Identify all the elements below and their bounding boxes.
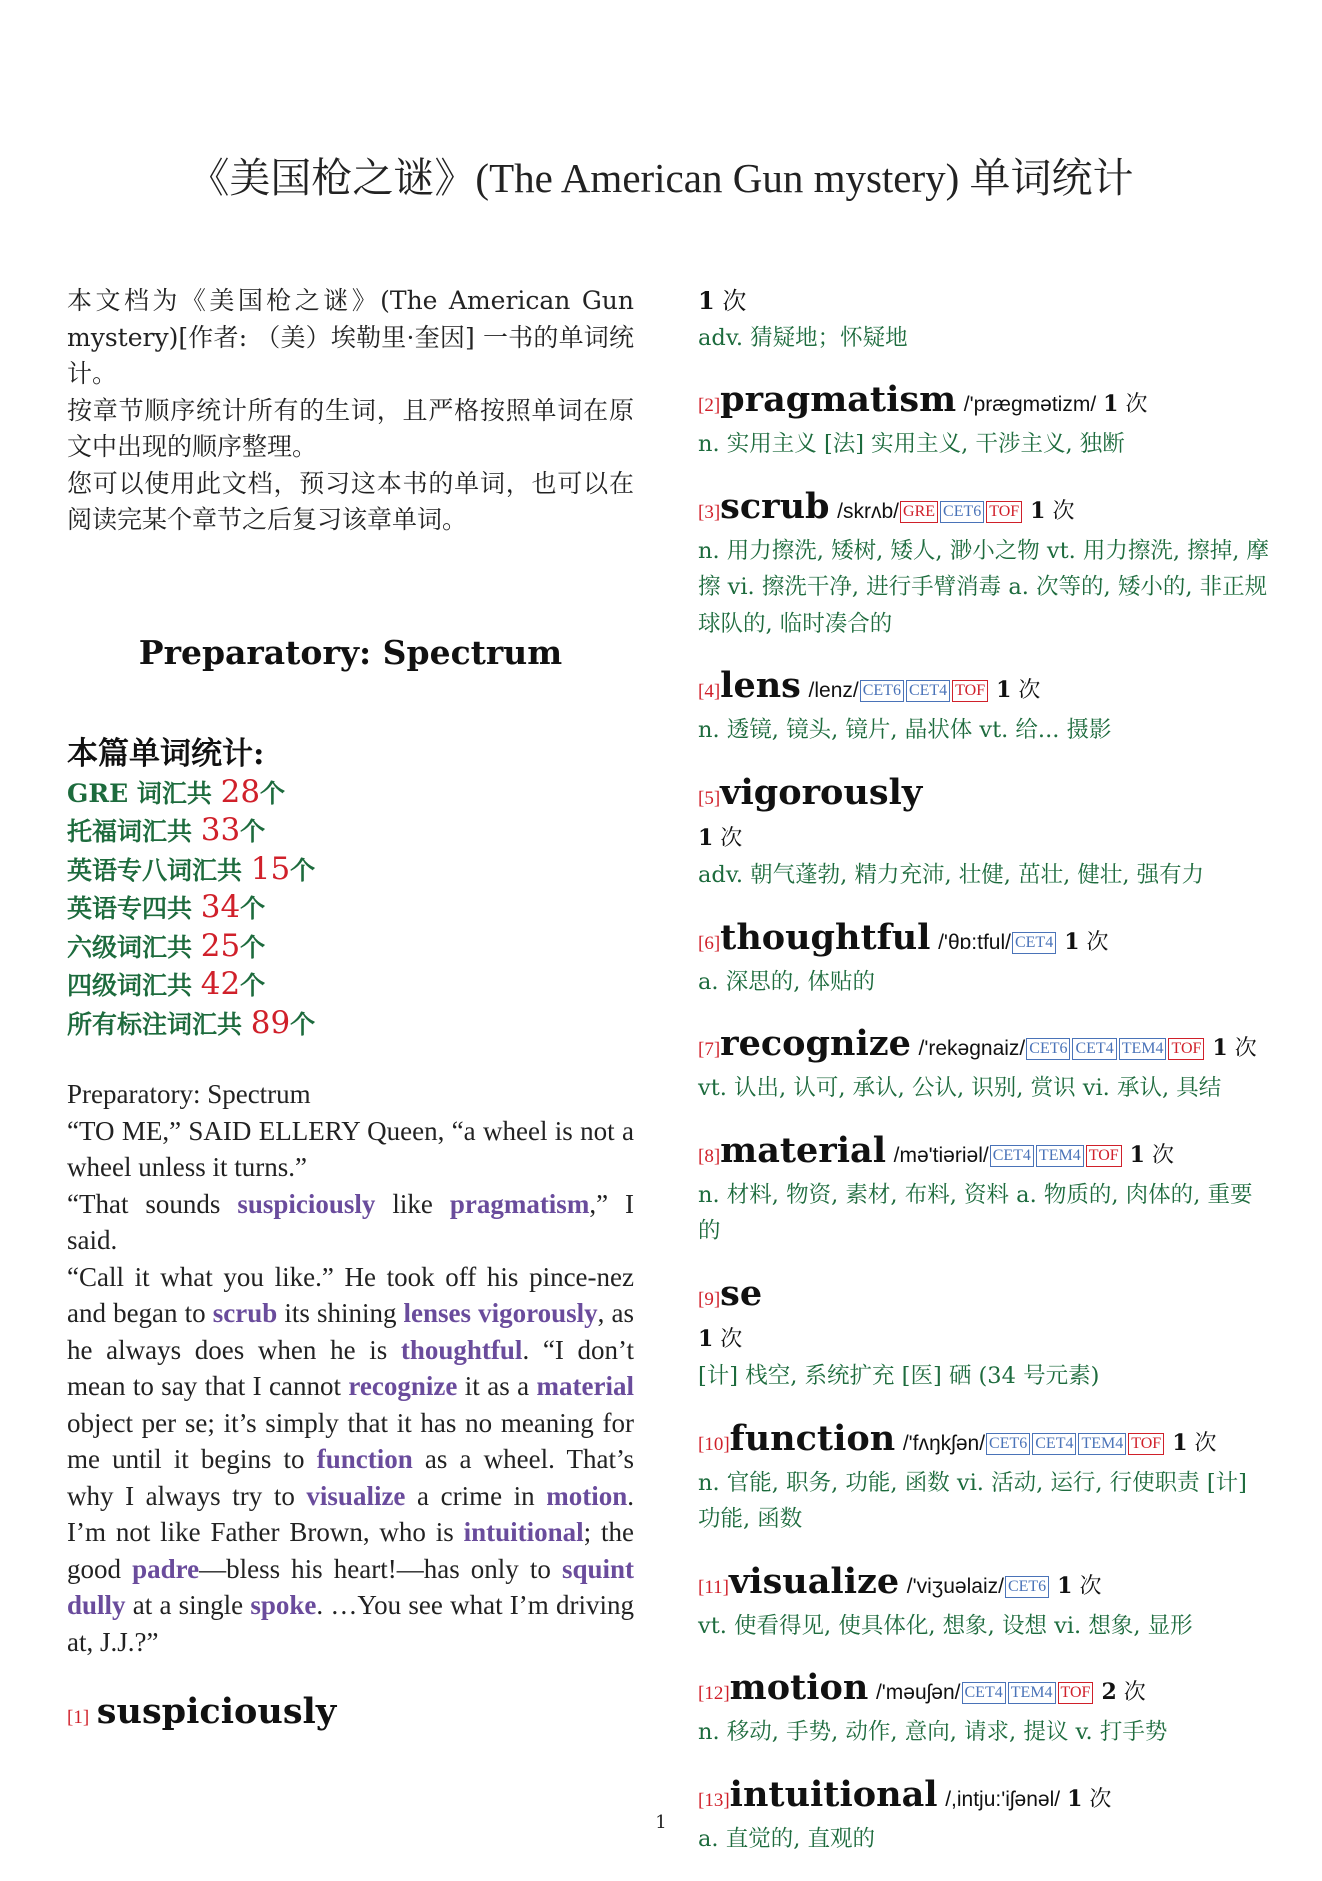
level-tag: TEM4 bbox=[1008, 1682, 1056, 1704]
keyword: vigorously bbox=[478, 1298, 598, 1328]
word-entry-head bbox=[698, 666, 1270, 712]
entry-count bbox=[1096, 392, 1147, 417]
entry-definition: n. 官能, 职务, 功能, 函数 vi. 活动, 运行, 行使职责 [计] 功能, 函数 bbox=[698, 1469, 1247, 1532]
count-unit: 次 bbox=[1227, 1036, 1257, 1061]
level-tag: TOF bbox=[1086, 1145, 1122, 1167]
entry-definition: vt. 使看得见, 使具体化, 想象, 设想 vi. 想象, 显形 bbox=[698, 1612, 1193, 1639]
level-tag: CET4 bbox=[1072, 1038, 1116, 1060]
word-entry-head bbox=[67, 1692, 634, 1738]
keyword: spoke bbox=[250, 1590, 317, 1620]
entry-index: [11] bbox=[698, 1576, 729, 1598]
count-number: 1 bbox=[1030, 497, 1046, 524]
entry-index: [2] bbox=[698, 395, 721, 416]
word-entry bbox=[698, 380, 1270, 463]
passage-paragraph: “Call it what you like.” He took off his pince-nez and began to scrub its shining lenses vigorously, as he always does when he is thoughtful. “I don’t mean to say that I cannot recognize it as a material object per se; it’s simply that it has no meaning for me until it begins to function as a wheel. That’s why I always try to visualize a crime in motion. I’m not like Father Brown, who is intuitional; the good padre—bless his heart!—has only to squint dully at a single spoke. …You see what I’m driving at, J.J.?” bbox=[67, 1261, 635, 1657]
level-tag: CET6 bbox=[940, 501, 984, 523]
entry-word: function bbox=[729, 1417, 896, 1459]
level-tag: CET4 bbox=[906, 680, 950, 702]
word-entry bbox=[698, 1562, 1270, 1645]
entry-count bbox=[1050, 1574, 1101, 1599]
count-number: 1 bbox=[1129, 1141, 1145, 1168]
entry-phonetic: /'θɒ:tful/ bbox=[938, 930, 1011, 954]
entry-count bbox=[1057, 930, 1108, 955]
keyword: motion bbox=[546, 1480, 628, 1511]
word-entry-head bbox=[698, 773, 1270, 819]
entry-word: vigorously bbox=[720, 771, 923, 813]
stat-unit: 个 bbox=[240, 932, 266, 962]
count-unit: 次 bbox=[1118, 392, 1148, 417]
keyword: lenses bbox=[403, 1298, 472, 1328]
stat-number: 89 bbox=[250, 1004, 291, 1041]
word-entry bbox=[698, 1024, 1270, 1107]
entry-phonetic: /'viʒuəlaiz/ bbox=[906, 1574, 1004, 1598]
word-entries bbox=[698, 380, 1270, 1857]
chapter-title: Preparatory: Spectrum bbox=[138, 632, 563, 672]
word-entry-continued bbox=[698, 283, 1270, 356]
level-tag: TEM4 bbox=[1119, 1038, 1167, 1060]
keyword: pragmatism bbox=[449, 1188, 590, 1219]
count-unit: 次 bbox=[713, 1326, 743, 1352]
entry-phonetic: /,intju:'iʃənəl/ bbox=[945, 1787, 1061, 1811]
entry-definition: adv. 朝气蓬勃, 精力充沛, 壮健, 茁壮, 健壮, 强有力 bbox=[698, 862, 1205, 888]
keyword: recognize bbox=[348, 1371, 458, 1401]
entry-word: se bbox=[720, 1272, 763, 1314]
entry-definition: a. 直觉的, 直观的 bbox=[698, 1825, 876, 1852]
entry-word: suspiciously bbox=[96, 1691, 337, 1732]
count-number: 1 bbox=[1172, 1429, 1188, 1456]
count-number: 2 bbox=[1101, 1679, 1117, 1705]
word-entry-head bbox=[698, 1668, 1270, 1714]
entry-definition: adv. 猜疑地；怀疑地 bbox=[698, 324, 908, 351]
entry-count bbox=[1205, 1036, 1256, 1061]
count-number: 1 bbox=[1057, 1572, 1073, 1599]
word-entry-head bbox=[698, 1419, 1270, 1465]
stat-label: 英语专四共 bbox=[67, 894, 201, 923]
entry-index: [1] bbox=[67, 1707, 90, 1728]
keyword: thoughtful bbox=[400, 1334, 523, 1365]
page-number: 1 bbox=[655, 1812, 667, 1833]
entry-definition: vt. 认出, 认可, 承认, 公认, 识别, 赏识 vi. 承认, 具结 bbox=[698, 1075, 1222, 1101]
stat-row bbox=[67, 851, 634, 890]
level-tag: CET4 bbox=[1032, 1433, 1076, 1455]
entry-definition: n. 材料, 物资, 素材, 布料, 资料 a. 物质的, 肉体的, 重要的 bbox=[698, 1181, 1253, 1244]
stat-number: 28 bbox=[220, 773, 261, 810]
entry-index: [10] bbox=[698, 1433, 730, 1455]
count-unit: 次 bbox=[713, 825, 743, 851]
entry-count bbox=[1123, 1143, 1174, 1168]
entry-index: [3] bbox=[698, 501, 721, 523]
stat-row bbox=[67, 966, 634, 1005]
count-unit: 次 bbox=[1011, 678, 1041, 703]
document-title: 《美国枪之谜》(The American Gun mystery) 单词统计 bbox=[188, 155, 1134, 201]
word-entry bbox=[698, 773, 1270, 894]
entry-word: pragmatism bbox=[720, 379, 957, 420]
entry-word: visualize bbox=[728, 1560, 900, 1602]
keyword: visualize bbox=[306, 1480, 406, 1511]
stat-number: 34 bbox=[200, 889, 241, 925]
entry-count bbox=[1094, 1680, 1145, 1705]
count-number: 1 bbox=[698, 286, 715, 315]
entry-definition: [计] 栈空, 系统扩充 [医] 硒 (34 号元素) bbox=[698, 1363, 1100, 1389]
count-unit: 次 bbox=[1072, 1573, 1102, 1599]
entry-index: [12] bbox=[698, 1683, 730, 1704]
word-entry bbox=[698, 666, 1270, 749]
stat-number: 15 bbox=[250, 850, 291, 887]
count-unit: 次 bbox=[1045, 498, 1075, 524]
word-entry bbox=[698, 487, 1270, 643]
word-entry bbox=[698, 1419, 1270, 1538]
intro-line: 您可以使用此文档，预习这本书的单词，也可以在阅读完某个章节之后复习该章单词。 bbox=[67, 468, 634, 534]
stat-label: 英语专八词汇共 bbox=[67, 855, 251, 885]
entry-word: scrub bbox=[720, 485, 830, 527]
entry-count bbox=[1023, 499, 1074, 524]
entry-index: [4] bbox=[698, 681, 721, 702]
stat-unit: 个 bbox=[240, 894, 266, 923]
stat-label: 托福词汇共 bbox=[67, 817, 201, 846]
entry-phonetic: /mə'tiəriəl/ bbox=[893, 1143, 989, 1167]
stat-label: 所有标注词汇共 bbox=[67, 1009, 251, 1039]
entry-word: recognize bbox=[720, 1023, 911, 1064]
count-unit: 次 bbox=[1144, 1142, 1174, 1168]
level-tag: TOF bbox=[1058, 1682, 1094, 1704]
stat-row bbox=[67, 889, 634, 928]
keyword: scrub bbox=[212, 1298, 278, 1328]
level-tag: TOF bbox=[1168, 1038, 1204, 1060]
level-tag: TOF bbox=[952, 680, 988, 702]
entry-phonetic: /'məuʃən/ bbox=[875, 1681, 961, 1704]
level-tag: CET6 bbox=[1005, 1576, 1049, 1598]
stat-number: 25 bbox=[200, 927, 241, 964]
keyword: padre bbox=[132, 1553, 200, 1584]
count-unit: 次 bbox=[1116, 1680, 1146, 1705]
entry-index: [13] bbox=[698, 1789, 730, 1811]
word-entry-head bbox=[698, 1131, 1270, 1177]
left-column bbox=[67, 283, 634, 1738]
entry-index: [9] bbox=[698, 1288, 721, 1310]
word-entry-head bbox=[698, 1562, 1270, 1608]
keyword: suspiciously bbox=[237, 1188, 376, 1219]
entry-count bbox=[698, 1327, 742, 1352]
entry-word: intuitional bbox=[729, 1773, 938, 1815]
level-tag: CET4 bbox=[962, 1682, 1006, 1704]
entry-definition: a. 深思的, 体贴的 bbox=[698, 968, 876, 995]
keyword: material bbox=[536, 1371, 634, 1401]
count-number: 1 bbox=[1212, 1035, 1228, 1061]
entry-definition: n. 用力擦洗, 矮树, 矮人, 渺小之物 vt. 用力擦洗, 擦掉, 摩擦 vi. 擦洗干净, 进行手臂消毒 a. 次等的, 矮小的, 非正规球队的, 临时凑合的 bbox=[698, 537, 1270, 637]
entry-count-line bbox=[698, 819, 1270, 858]
count-unit: 次 bbox=[1187, 1430, 1217, 1456]
entry-definition: n. 透镜, 镜头, 镜片, 晶状体 vt. 给... 摄影 bbox=[698, 717, 1112, 743]
stat-label: 六级词汇共 bbox=[67, 932, 201, 962]
word-entry-head bbox=[698, 918, 1270, 964]
keyword: function bbox=[316, 1444, 413, 1474]
stat-label: 四级词汇共 bbox=[67, 971, 201, 1000]
level-tag: TOF bbox=[1128, 1433, 1164, 1455]
entry-definition: n. 移动, 手势, 动作, 意向, 请求, 提议 v. 打手势 bbox=[698, 1719, 1168, 1745]
word-entry-head bbox=[698, 1024, 1270, 1070]
stat-label: GRE 词汇共 bbox=[67, 778, 221, 808]
stat-unit: 个 bbox=[240, 817, 266, 846]
entry-count bbox=[1060, 1787, 1111, 1812]
stats-heading: 本篇单词统计: bbox=[67, 735, 265, 772]
level-tag: GRE bbox=[900, 501, 938, 523]
stats-list bbox=[67, 774, 634, 1044]
count-number: 1 bbox=[1064, 928, 1080, 955]
stat-unit: 个 bbox=[290, 1009, 316, 1039]
count-unit: 次 bbox=[714, 287, 747, 315]
entry-index: [5] bbox=[698, 787, 721, 809]
level-tag: CET6 bbox=[860, 680, 904, 702]
stat-unit: 个 bbox=[240, 971, 266, 1000]
entry-count bbox=[989, 678, 1040, 703]
passage bbox=[67, 1076, 634, 1660]
level-tag: CET6 bbox=[986, 1433, 1030, 1455]
intro-line: 按章节顺序统计所有的生词，且严格按照单词在原文中出现的顺序整理。 bbox=[67, 395, 634, 461]
entry-word: motion bbox=[729, 1667, 869, 1708]
entry-phonetic: /'fʌŋkʃən/ bbox=[902, 1431, 986, 1455]
entry-index: [7] bbox=[698, 1039, 721, 1060]
entry-word: material bbox=[720, 1129, 887, 1171]
level-tag: CET6 bbox=[1026, 1038, 1070, 1060]
stat-row bbox=[67, 928, 634, 967]
stat-unit: 个 bbox=[290, 855, 316, 885]
count-unit: 次 bbox=[1082, 1786, 1112, 1812]
entry-word: thoughtful bbox=[720, 916, 931, 958]
passage-heading: Preparatory: Spectrum bbox=[67, 1079, 311, 1109]
count-unit: 次 bbox=[1079, 929, 1109, 955]
intro bbox=[67, 283, 634, 539]
entry-count-line bbox=[698, 1320, 1270, 1359]
word-entry-head bbox=[698, 380, 1270, 426]
entry-phonetic: /'rekəgnaiz/ bbox=[918, 1037, 1026, 1060]
passage-paragraph: “TO ME,” SAID ELLERY Queen, “a wheel is not a wheel unless it turns.” bbox=[67, 1115, 634, 1182]
count-number: 1 bbox=[698, 824, 714, 851]
entry-index: [8] bbox=[698, 1145, 721, 1167]
entry-phonetic: /lenz/ bbox=[808, 679, 859, 702]
stat-row bbox=[67, 774, 634, 813]
entry-phonetic: /skrʌb/ bbox=[837, 499, 900, 523]
word-entry bbox=[698, 1274, 1270, 1395]
entry-word: lens bbox=[720, 665, 801, 706]
word-entry bbox=[698, 918, 1270, 1001]
count-number: 1 bbox=[1103, 391, 1119, 417]
intro-line: 本文档为《美国枪之谜》(The American Gun mystery)[作者: （美）埃勒里·奎因] 一书的单词统计。 bbox=[67, 286, 634, 388]
passage-paragraph: “That sounds suspiciously like pragmatism,” I said. bbox=[67, 1188, 634, 1255]
level-tag: TEM4 bbox=[1078, 1433, 1126, 1455]
entry-definition: n. 实用主义 [法] 实用主义, 干涉主义, 独断 bbox=[698, 431, 1125, 457]
entry-count bbox=[698, 283, 1270, 320]
count-number: 1 bbox=[996, 677, 1012, 703]
word-entry bbox=[698, 1668, 1270, 1751]
stat-row bbox=[67, 812, 634, 851]
level-tag: TOF bbox=[986, 501, 1022, 523]
entry-count bbox=[698, 826, 742, 851]
word-entry bbox=[698, 1131, 1270, 1250]
level-tag: CET4 bbox=[1012, 932, 1056, 954]
stat-row bbox=[67, 1005, 634, 1044]
word-entry-head bbox=[698, 487, 1270, 533]
entry-phonetic: /'prægmətizm/ bbox=[963, 393, 1097, 416]
keyword: squint dully bbox=[67, 1553, 634, 1620]
keyword: intuitional bbox=[463, 1517, 584, 1547]
entry-count bbox=[1165, 1431, 1216, 1456]
level-tag: CET4 bbox=[990, 1145, 1034, 1167]
stat-unit: 个 bbox=[260, 778, 286, 808]
stat-number: 33 bbox=[200, 812, 241, 848]
level-tag: TEM4 bbox=[1036, 1145, 1084, 1167]
right-column bbox=[698, 283, 1270, 1881]
count-number: 1 bbox=[698, 1325, 714, 1352]
stat-number: 42 bbox=[200, 966, 241, 1002]
entry-index: [6] bbox=[698, 932, 721, 954]
word-entry-head bbox=[698, 1274, 1270, 1320]
count-number: 1 bbox=[1067, 1785, 1083, 1812]
